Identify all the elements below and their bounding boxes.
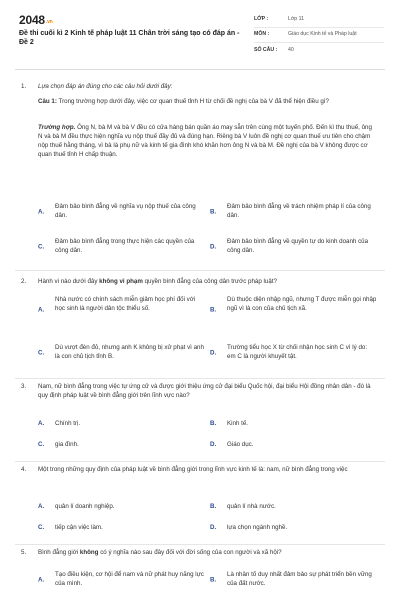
option-text: Chính trị. bbox=[55, 420, 81, 427]
answer-option-b[interactable] bbox=[210, 420, 380, 430]
option-text: gia đình. bbox=[55, 441, 79, 448]
question-text: Một trong những quy định của pháp luật về bình đẳng giới trong lĩnh vực kinh tế là: nam, nữ bình đẳng trong việc bbox=[38, 466, 348, 473]
question-text-part: có ý nghĩa nào sau đây đối với đời sống của con người và xã hội? bbox=[98, 549, 282, 556]
answer-option-c[interactable] bbox=[38, 238, 208, 258]
option-letter: A. bbox=[38, 420, 45, 427]
logo-text: 2048 bbox=[19, 13, 45, 27]
option-text: Dù thuộc diện nhập ngũ, nhưng T được miễn gọi nhập ngũ vì là con của chủ tịch xã. bbox=[227, 296, 377, 312]
sub-question-text: Trong trường hợp dưới đây, việc cơ quan thuế tỉnh H từ chối đề nghị của bà V đã thể hiện điều gì? bbox=[58, 98, 330, 105]
answer-option-b[interactable] bbox=[210, 203, 380, 223]
question-text bbox=[38, 549, 372, 558]
option-text: Đảm bảo bình đẳng về nghĩa vụ nộp thuế của công dân. bbox=[55, 203, 196, 219]
option-letter: B. bbox=[210, 208, 217, 216]
option-letter: C. bbox=[38, 441, 45, 448]
answer-option-c[interactable] bbox=[38, 344, 208, 364]
option-text: Đảm bảo bình đẳng về trách nhiệm pháp lí của công dân. bbox=[227, 203, 371, 219]
page-header bbox=[0, 0, 400, 62]
header-divider bbox=[15, 69, 385, 70]
answer-option-c[interactable] bbox=[38, 441, 208, 451]
question-text-part: Bình đẳng giới bbox=[38, 549, 80, 556]
question-number: 3. bbox=[21, 383, 27, 390]
question-number: 2. bbox=[21, 278, 27, 285]
meta-label: MÔN : bbox=[254, 31, 270, 38]
answer-option-d[interactable] bbox=[210, 344, 380, 364]
meta-row-class bbox=[254, 13, 384, 28]
option-letter: A. bbox=[38, 503, 45, 510]
question-text-part: quyền bình đẳng của công dân trước pháp luật? bbox=[142, 278, 277, 285]
option-letter: D. bbox=[210, 524, 217, 531]
sub-question bbox=[38, 98, 374, 107]
question-divider bbox=[15, 544, 385, 545]
question-text: Lựa chọn đáp án đúng cho các câu hỏi dưới đây: bbox=[38, 83, 173, 90]
option-text: Kinh tế. bbox=[227, 420, 248, 427]
option-text: lựa chọn ngành nghề. bbox=[227, 524, 288, 531]
answer-option-d[interactable] bbox=[210, 441, 380, 451]
site-logo[interactable] bbox=[19, 12, 53, 29]
option-text: Đảm bảo bình đẳng về quyền tự do kinh doanh của công dân. bbox=[227, 238, 369, 254]
answer-option-a[interactable] bbox=[38, 571, 208, 591]
answer-option-b[interactable] bbox=[210, 571, 380, 591]
option-letter: B. bbox=[210, 503, 217, 510]
option-letter: B. bbox=[210, 576, 217, 584]
meta-value: Lớp 11 bbox=[288, 16, 304, 23]
question-text-emphasis: không bbox=[79, 549, 99, 556]
option-letter: C. bbox=[38, 524, 45, 531]
meta-value: Giáo dục Kinh tế và Pháp luật bbox=[288, 31, 357, 38]
option-letter: D. bbox=[210, 243, 217, 251]
answer-option-d[interactable] bbox=[210, 524, 380, 534]
option-text: Đảm bảo bình đẳng trong thực hiện các quyền của công dân. bbox=[55, 238, 195, 254]
question-text bbox=[38, 278, 372, 287]
option-letter: D. bbox=[210, 349, 217, 357]
document-title: Đề thi cuối kì 2 Kinh tế pháp luật 11 Chân trời sáng tạo có đáp án - Đề 2 bbox=[19, 30, 240, 47]
option-text: Dù vượt đèn đỏ, nhưng anh K không bị xử phạt vì anh là con chủ tịch tỉnh B. bbox=[55, 344, 204, 360]
option-letter: B. bbox=[210, 420, 217, 427]
option-text: Giáo dục. bbox=[227, 441, 254, 448]
option-text: Trường tiểu học X từ chối nhận học sinh C vì lý do: em C là người khuyết tật. bbox=[227, 344, 368, 360]
question-divider bbox=[15, 378, 385, 379]
option-letter: D. bbox=[210, 441, 217, 448]
answer-option-b[interactable] bbox=[210, 503, 380, 513]
answer-option-b[interactable] bbox=[210, 296, 380, 326]
answer-option-a[interactable] bbox=[38, 420, 208, 430]
meta-value: 40 bbox=[288, 46, 294, 53]
answer-option-a[interactable] bbox=[38, 296, 208, 326]
question-divider bbox=[15, 461, 385, 462]
option-text: tiếp cận việc làm. bbox=[55, 524, 103, 531]
sub-question-label: Câu 1: bbox=[38, 98, 57, 105]
question-number: 1. bbox=[21, 83, 27, 90]
option-text: Nhà nước có chính sách miễn giảm học phí đối với học sinh là người dân tộc thiểu số. bbox=[55, 296, 196, 312]
answer-option-d[interactable] bbox=[210, 238, 380, 258]
question-number: 4. bbox=[21, 466, 27, 473]
question-text-emphasis: không vi phạm bbox=[99, 278, 143, 285]
option-text: quản lí doanh nghiệp. bbox=[55, 503, 115, 510]
case-paragraph bbox=[38, 124, 374, 160]
case-text: Ông N, bà M và bà V đều có cửa hàng bán quần áo may sẵn trên cùng một tuyến phố. Đến kì thu thuế, ông N và bà M đều thực hiện nghĩa vụ nộp thuế đầy đủ và đúng hạn. Riêng bà V luôn đề nghị cơ quan thuế ưu tiên cho chậm nộp thuế hằng tháng, vì bà là phụ nữ và kinh tế gia đình khó khăn hơn ông N và bà M. Đề nghị của bà V không được cơ quan thuế tỉnh H chấp thuận. bbox=[38, 124, 372, 158]
meta-label: LỚP : bbox=[254, 16, 269, 23]
option-text: Tạo điều kiện, cơ hội để nam và nữ phát huy năng lực của mình. bbox=[55, 571, 204, 587]
question-divider bbox=[15, 270, 385, 271]
option-letter: C. bbox=[38, 349, 45, 357]
option-letter: A. bbox=[38, 576, 45, 584]
option-letter: C. bbox=[38, 243, 45, 251]
meta-label: SỐ CÂU : bbox=[254, 46, 278, 53]
answer-option-a[interactable] bbox=[38, 503, 208, 513]
case-label: Trường hợp. bbox=[38, 124, 76, 131]
option-letter: A. bbox=[38, 208, 45, 216]
meta-row-count bbox=[254, 43, 384, 58]
logo-suffix: .vn bbox=[45, 19, 53, 25]
meta-row-subject bbox=[254, 28, 384, 43]
answer-option-c[interactable] bbox=[38, 524, 208, 534]
option-text: Là nhân tố duy nhất đảm bảo sự phát triển bền vững của đất nước. bbox=[227, 571, 372, 587]
option-letter: A. bbox=[38, 306, 45, 314]
option-letter: B. bbox=[210, 306, 217, 314]
question-text: Nam, nữ bình đẳng trong việc tự ứng cử và được giới thiệu ứng cử đại biểu Quốc hội, đại biểu Hội đồng nhân dân - đó là quy định pháp luật về bình đẳng giới trên lĩnh vực nào? bbox=[38, 383, 371, 399]
question-number: 5. bbox=[21, 549, 27, 556]
answer-option-a[interactable] bbox=[38, 203, 208, 223]
option-text: quản lí nhà nước. bbox=[227, 503, 276, 510]
meta-table bbox=[254, 13, 384, 58]
question-text-part: Hành vi nào dưới đây bbox=[38, 278, 100, 285]
